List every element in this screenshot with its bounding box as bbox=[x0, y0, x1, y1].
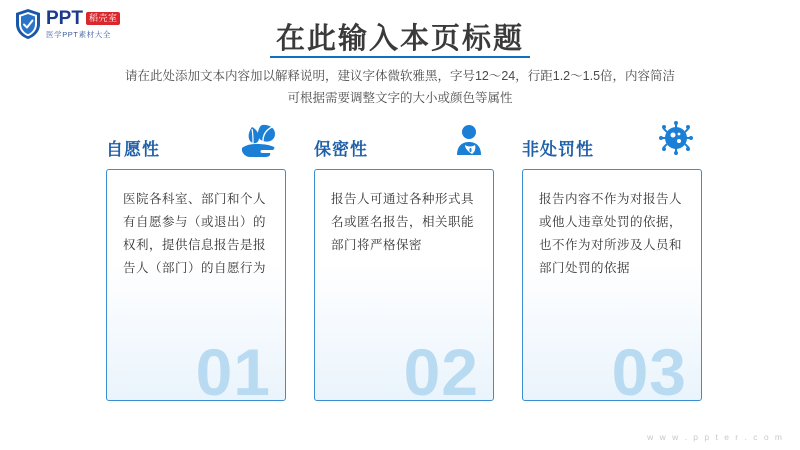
subtitle-line-1: 请在此处添加文本内容加以解释说明，建议字体微软雅黑，字号12～24，行距1.2～1.5倍，内容简洁 bbox=[124, 69, 676, 83]
card-2-body: 报告人可通过各种形式具名或匿名报告，相关职能部门将严格保密 bbox=[331, 192, 475, 253]
page-title: 在此输入本页标题 bbox=[275, 23, 524, 55]
column-3-header bbox=[522, 125, 702, 169]
card-1-body: 医院各科室、部门和个人有自愿参与（或退出）的权利，提供信息报告是报告人（部门）的自愿行为 bbox=[123, 192, 267, 276]
column-2-header bbox=[314, 125, 494, 169]
column-2 bbox=[314, 125, 494, 401]
column-1 bbox=[106, 125, 286, 401]
virus-icon bbox=[652, 121, 696, 161]
person-lock-icon bbox=[444, 121, 488, 161]
card-3 bbox=[522, 169, 702, 401]
logo-tagline: 医学PPT素材大全 bbox=[46, 30, 111, 40]
hand-leaf-icon bbox=[236, 121, 280, 161]
card-2 bbox=[314, 169, 494, 401]
column-1-header bbox=[106, 125, 286, 169]
footer-watermark: w w w . p p t e r . c o m bbox=[647, 432, 784, 442]
card-1-number: 01 bbox=[195, 335, 271, 401]
card-3-number: 03 bbox=[611, 335, 687, 401]
title-underline bbox=[270, 56, 530, 58]
column-1-title: 自愿性 bbox=[106, 139, 160, 159]
subtitle-line-2: 可根据需要调整文字的大小或颜色等属性 bbox=[287, 90, 513, 105]
card-2-number: 02 bbox=[403, 335, 479, 401]
content-columns bbox=[106, 125, 702, 401]
card-3-body: 报告内容不作为对报告人或他人违章处罚的依据，也不作为对所涉及人员和部门处罚的依据 bbox=[539, 192, 683, 276]
column-2-title: 保密性 bbox=[314, 139, 368, 159]
column-3-title: 非处罚性 bbox=[522, 139, 594, 159]
card-1 bbox=[106, 169, 286, 401]
column-3 bbox=[522, 125, 702, 401]
logo-badge: 稻壳室 bbox=[86, 12, 121, 25]
page-subtitle bbox=[0, 66, 800, 110]
logo-brand: PPT bbox=[46, 8, 83, 30]
